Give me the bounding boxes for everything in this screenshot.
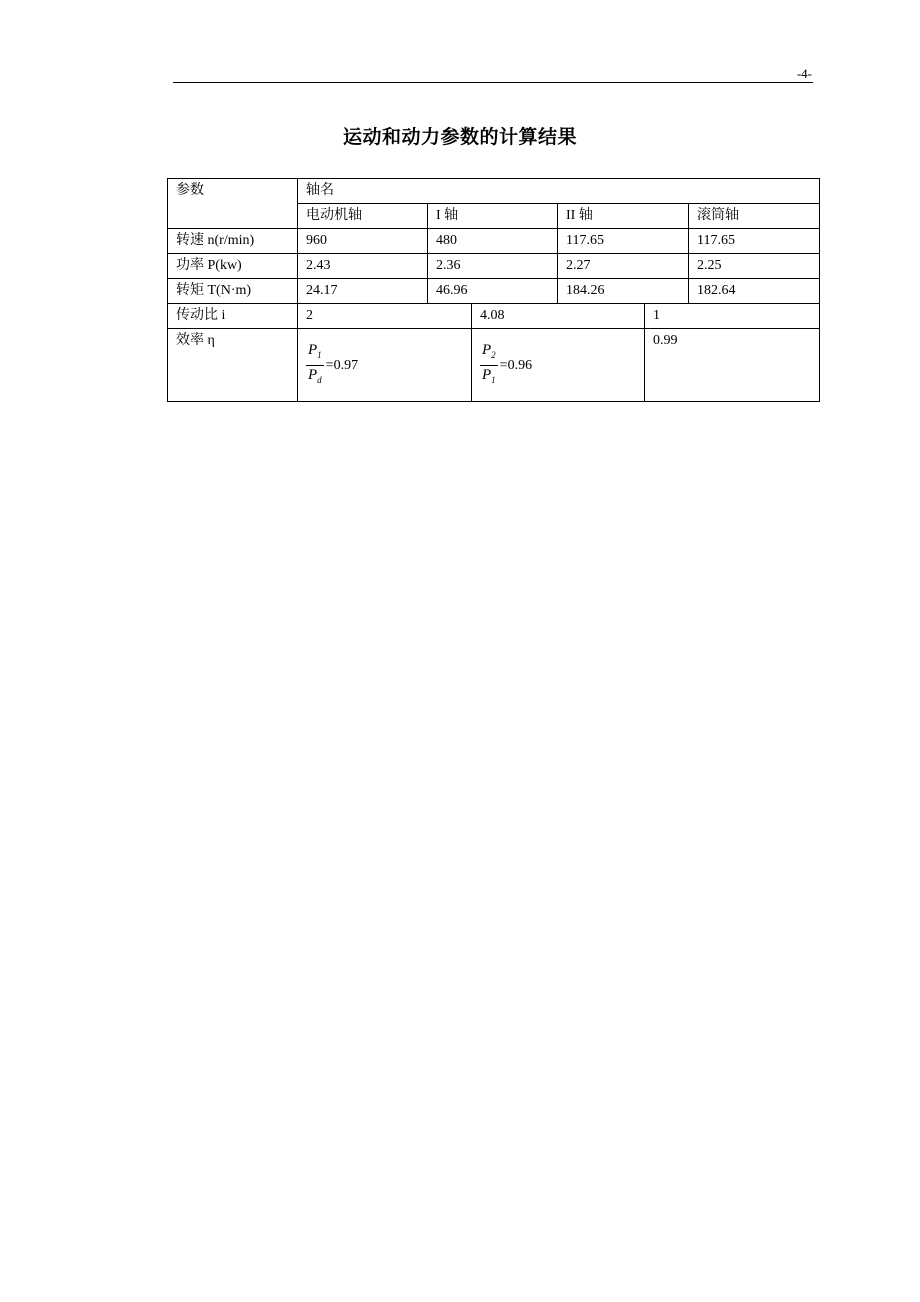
fraction-denominator: $P_d$ (308, 367, 322, 385)
value-cell: 117.65 (689, 229, 820, 254)
fraction-numerator: $P_2$ (480, 341, 498, 366)
value-cell: 960 (298, 229, 428, 254)
table-row (168, 329, 820, 402)
row-label-cell: 转矩 T(N·m) (168, 279, 298, 304)
page-number: -4- (796, 66, 812, 81)
row-label-cell: 效率 η (168, 329, 298, 402)
shaft-header-cell: 电动机轴 (298, 204, 428, 229)
row-label-cell: 转速 n(r/min) (168, 229, 298, 254)
value-cell: 2.25 (689, 254, 820, 279)
row-label-cell: 功率 P(kw) (168, 254, 298, 279)
value-cell: 480 (428, 229, 558, 254)
value-cell: 24.17 (298, 279, 428, 304)
efficiency-cell (472, 329, 645, 402)
table-row (168, 279, 820, 304)
table-row (168, 179, 820, 204)
page-title: 运动和动力参数的计算结果 (342, 126, 577, 148)
shaft-header-cell: I 轴 (428, 204, 558, 229)
efficiency-cell: 0.99 (645, 329, 820, 402)
value-cell: 46.96 (428, 279, 558, 304)
efficiency-cell (298, 329, 472, 402)
fraction-denominator: $P_1$ (482, 367, 496, 385)
efficiency-fraction (480, 341, 532, 390)
shaft-name-header-cell: 轴名 (298, 179, 820, 204)
value-cell: 4.08 (472, 304, 645, 329)
fraction-numerator: $P_1$ (306, 341, 324, 366)
shaft-header-cell: II 轴 (558, 204, 689, 229)
value-cell: 2.43 (298, 254, 428, 279)
table-row (168, 254, 820, 279)
value-cell: 2.27 (558, 254, 689, 279)
efficiency-fraction (306, 341, 358, 390)
param-header-cell: 参数 (168, 179, 298, 229)
value-cell: 1 (645, 304, 820, 329)
shaft-header-cell: 滚筒轴 (689, 204, 820, 229)
header-rule (173, 82, 813, 83)
fraction-value: =0.97 (325, 357, 359, 373)
value-cell: 184.26 (558, 279, 689, 304)
value-cell: 182.64 (689, 279, 820, 304)
row-label-cell: 传动比 i (168, 304, 298, 329)
parameters-table (167, 178, 820, 402)
value-cell: 117.65 (558, 229, 689, 254)
fraction-value: =0.96 (499, 357, 533, 373)
value-cell: 2.36 (428, 254, 558, 279)
value-cell: 2 (298, 304, 472, 329)
table-row (168, 304, 820, 329)
table-row (168, 229, 820, 254)
